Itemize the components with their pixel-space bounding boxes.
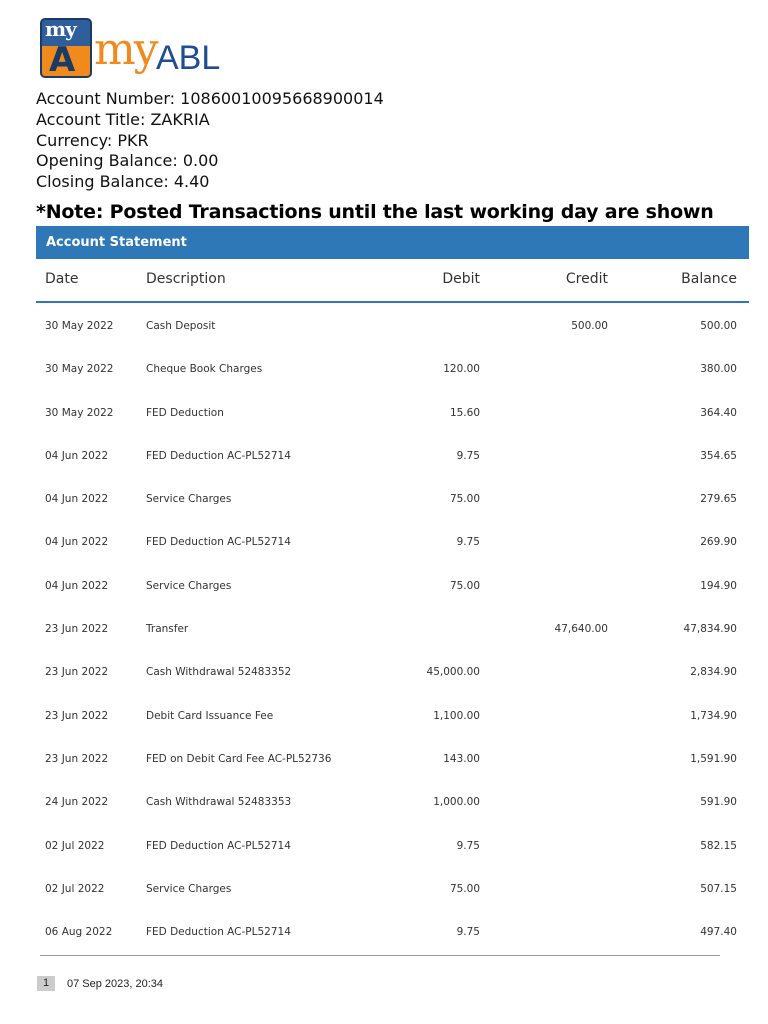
row-date: 23 Jun 2022 — [45, 709, 109, 722]
row-debit: 1,000.00 — [433, 796, 480, 809]
row-date: 06 Aug 2022 — [45, 926, 113, 939]
row-balance: 354.65 — [700, 449, 737, 462]
page-number: 1 — [37, 976, 55, 991]
row-description: FED Deduction AC-PL52714 — [146, 449, 291, 462]
row-date: 02 Jul 2022 — [45, 882, 105, 895]
row-balance: 279.65 — [700, 493, 737, 506]
row-debit: 1,100.00 — [433, 709, 480, 722]
column-credit: Credit — [565, 271, 608, 287]
row-date: 23 Jun 2022 — [45, 623, 109, 636]
opening-balance: Opening Balance: 0.00 — [36, 151, 219, 171]
row-date: 23 Jun 2022 — [45, 666, 109, 679]
myabl-logo — [38, 14, 238, 80]
row-description: Cash Withdrawal 52483353 — [146, 796, 292, 809]
row-debit: 75.00 — [449, 493, 480, 506]
table-row — [36, 346, 749, 389]
print-timestamp: 07 Sep 2023, 20:34 — [67, 977, 164, 990]
table-row — [36, 736, 749, 779]
row-debit: 75.00 — [449, 882, 480, 895]
row-balance: 497.40 — [700, 926, 737, 939]
row-description: FED Deduction AC-PL52714 — [146, 536, 291, 549]
logo-mark — [40, 18, 92, 78]
logo-word-my: my — [94, 24, 157, 75]
row-debit: 9.75 — [456, 449, 480, 462]
statement-rows — [36, 303, 749, 952]
row-description: Transfer — [146, 623, 189, 636]
row-description: Service Charges — [146, 882, 232, 895]
row-balance: 507.15 — [700, 882, 737, 895]
closing-balance: Closing Balance: 4.40 — [36, 172, 210, 192]
row-balance: 500.00 — [700, 320, 737, 332]
column-date: Date — [45, 271, 79, 287]
row-description: Service Charges — [146, 579, 232, 592]
table-row — [36, 476, 749, 519]
row-balance: 2,834.90 — [690, 666, 737, 679]
logo-mark-my: my — [45, 18, 76, 41]
row-debit: 143.00 — [443, 752, 480, 765]
row-balance: 47,834.90 — [683, 623, 737, 636]
row-balance: 380.00 — [700, 363, 737, 376]
row-debit: 9.75 — [456, 536, 480, 549]
column-balance: Balance — [681, 271, 737, 287]
row-description: FED Deduction AC-PL52714 — [146, 926, 291, 939]
row-date: 30 May 2022 — [45, 320, 114, 332]
row-date: 04 Jun 2022 — [45, 536, 109, 549]
row-credit: 47,640.00 — [554, 623, 608, 636]
row-debit: 45,000.00 — [426, 666, 480, 679]
row-balance: 582.15 — [700, 839, 737, 852]
row-balance: 364.40 — [700, 406, 737, 419]
table-row — [36, 779, 749, 822]
table-row — [36, 693, 749, 736]
row-balance: 1,734.90 — [690, 709, 737, 722]
row-debit: 120.00 — [443, 363, 480, 376]
row-description: FED on Debit Card Fee AC-PL52736 — [146, 752, 332, 765]
row-debit: 75.00 — [449, 579, 480, 592]
row-debit: 15.60 — [449, 406, 480, 419]
table-row — [36, 563, 749, 606]
account-info — [36, 89, 384, 193]
row-balance: 194.90 — [700, 579, 737, 592]
table-row — [36, 909, 749, 952]
row-description: FED Deduction — [146, 406, 224, 419]
table-row — [36, 303, 749, 346]
logo-mark-letter: A — [49, 40, 76, 78]
row-date: 04 Jun 2022 — [45, 449, 109, 462]
posted-transactions-note: *Note: Posted Transactions until the last working day are shown — [36, 201, 714, 223]
row-debit: 9.75 — [456, 839, 480, 852]
column-description: Description — [146, 271, 226, 287]
row-balance: 269.90 — [700, 536, 737, 549]
row-date: 30 May 2022 — [45, 406, 114, 419]
table-row — [36, 649, 749, 692]
row-date: 04 Jun 2022 — [45, 579, 109, 592]
row-description: Cheque Book Charges — [146, 363, 263, 376]
table-row — [36, 606, 749, 649]
statement-column-headers — [36, 259, 749, 303]
table-row — [36, 866, 749, 909]
row-date: 30 May 2022 — [45, 363, 114, 376]
row-date: 04 Jun 2022 — [45, 493, 109, 506]
account-number: Account Number: 10860010095668900014 — [36, 89, 384, 108]
page-footer — [37, 976, 163, 991]
row-description: Service Charges — [146, 493, 232, 506]
table-row — [36, 519, 749, 562]
account-statement-header: Account Statement — [36, 226, 749, 259]
footer-divider — [40, 955, 720, 956]
row-date: 24 Jun 2022 — [45, 796, 109, 809]
row-description: Cash Deposit — [146, 320, 216, 332]
row-date: 02 Jul 2022 — [45, 839, 105, 852]
row-description: FED Deduction AC-PL52714 — [146, 839, 291, 852]
row-date: 23 Jun 2022 — [45, 752, 109, 765]
row-balance: 1,591.90 — [690, 752, 737, 765]
account-currency: Currency: PKR — [36, 130, 149, 150]
row-credit: 500.00 — [571, 320, 608, 332]
row-debit: 9.75 — [456, 926, 480, 939]
account-title: Account Title: ZAKRIA — [36, 109, 210, 129]
row-description: Debit Card Issuance Fee — [146, 709, 274, 722]
row-description: Cash Withdrawal 52483352 — [146, 666, 292, 679]
table-row — [36, 823, 749, 866]
table-row — [36, 390, 749, 433]
column-debit: Debit — [442, 271, 480, 287]
logo-word-abl: ABL — [156, 39, 221, 77]
table-row — [36, 433, 749, 476]
row-balance: 591.90 — [700, 796, 737, 809]
